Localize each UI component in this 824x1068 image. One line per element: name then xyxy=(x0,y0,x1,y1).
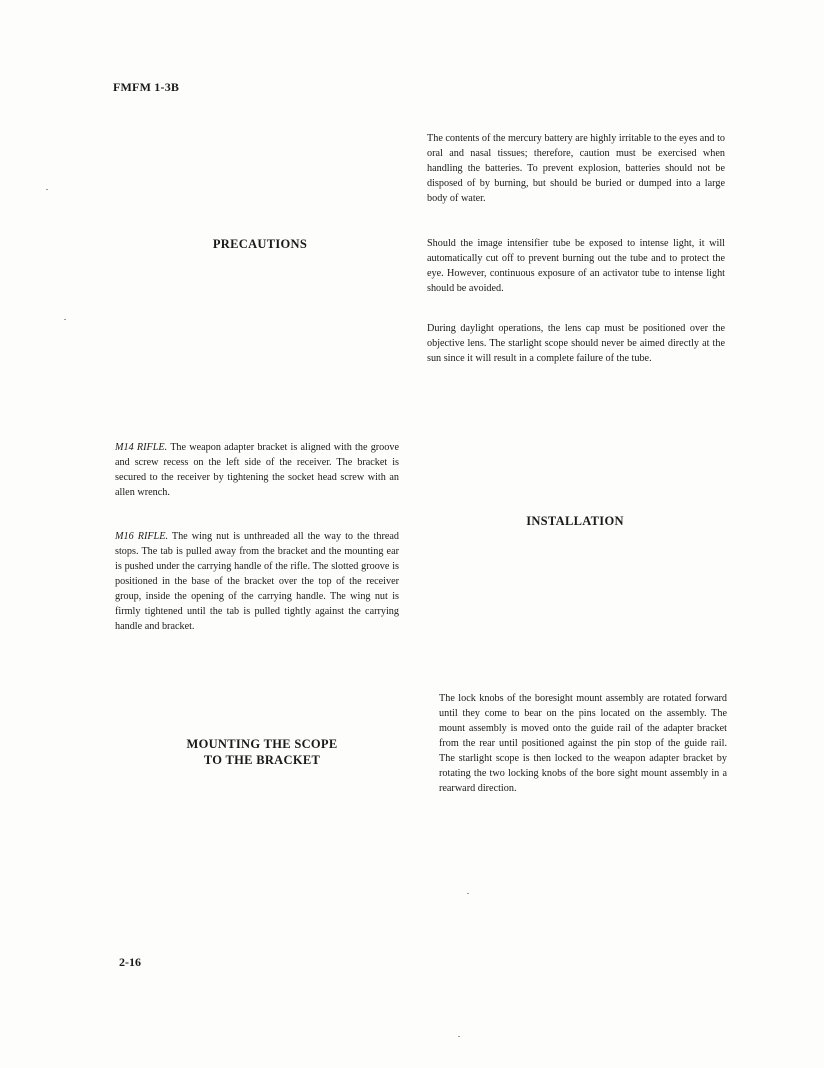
heading-mounting-line-2: TO THE BRACKET xyxy=(203,753,321,767)
m14-text: The weapon adapter bracket is aligned with the groove and screw recess on the left side of the receiver. The bracket is secured to the receiver by tightening the socket head screw with an allen wrench. xyxy=(115,442,399,498)
precautions-paragraph-daylight: During daylight operations, the lens cap must be positioned over the objective lens. The starlight scope should never be aimed directly at the sun since it will result in a complete failure of the tube. xyxy=(427,323,725,364)
document-id: FMFM 1-3B xyxy=(113,80,180,94)
precautions-paragraph-battery: The contents of the mercury battery are highly irritable to the eyes and to oral and nasal tissues; therefore, caution must be exercised when handling the batteries. To prevent explosion, batteries should not be disposed of by burning, but should be buried or dumped into a large body of water. xyxy=(427,133,725,204)
page-number: 2-16 xyxy=(119,955,141,969)
m16-text: The wing nut is unthreaded all the way to the thread stops. The tab is pulled away from the bracket and the mounting ear is pushed under the carrying handle of the rifle. The slotted groove is positioned in the base of the bracket over the top of the receiver group, inside the opening of the carrying handle. The wing nut is firmly tightened until the tab is pulled tightly against the carrying handle and bracket. xyxy=(115,531,399,632)
scan-speck xyxy=(458,1036,460,1037)
m16-lead: M16 RIFLE. xyxy=(115,531,168,542)
heading-mounting-scope xyxy=(172,736,352,768)
installation-paragraph-m14 xyxy=(115,440,399,500)
heading-installation: INSTALLATION xyxy=(526,514,624,528)
installation-paragraph-m16 xyxy=(115,529,399,634)
heading-mounting-line-1: MOUNTING THE SCOPE xyxy=(186,737,338,751)
mounting-paragraph: The lock knobs of the boresight mount assembly are rotated forward until they come to bear on the pins located on the assembly. The mount assembly is moved onto the guide rail of the adapter bracket from the rear until positioned against the pin stop of the guide rail. The starlight scope is then locked to the weapon adapter bracket by rotating the two locking knobs of the bore sight mount assembly in a rearward direction. xyxy=(439,693,727,794)
precautions-paragraph-intense-light: Should the image intensifier tube be exposed to intense light, it will automatically cut off to prevent burning out the tube and to protect the eye. However, continuous exposure of an activator tube to intense light should be avoided. xyxy=(427,238,725,294)
scan-speck xyxy=(46,189,48,190)
heading-precautions: PRECAUTIONS xyxy=(212,237,308,251)
scan-speck xyxy=(467,893,469,894)
m14-lead: M14 RIFLE. xyxy=(115,442,168,453)
scan-speck xyxy=(64,319,66,320)
